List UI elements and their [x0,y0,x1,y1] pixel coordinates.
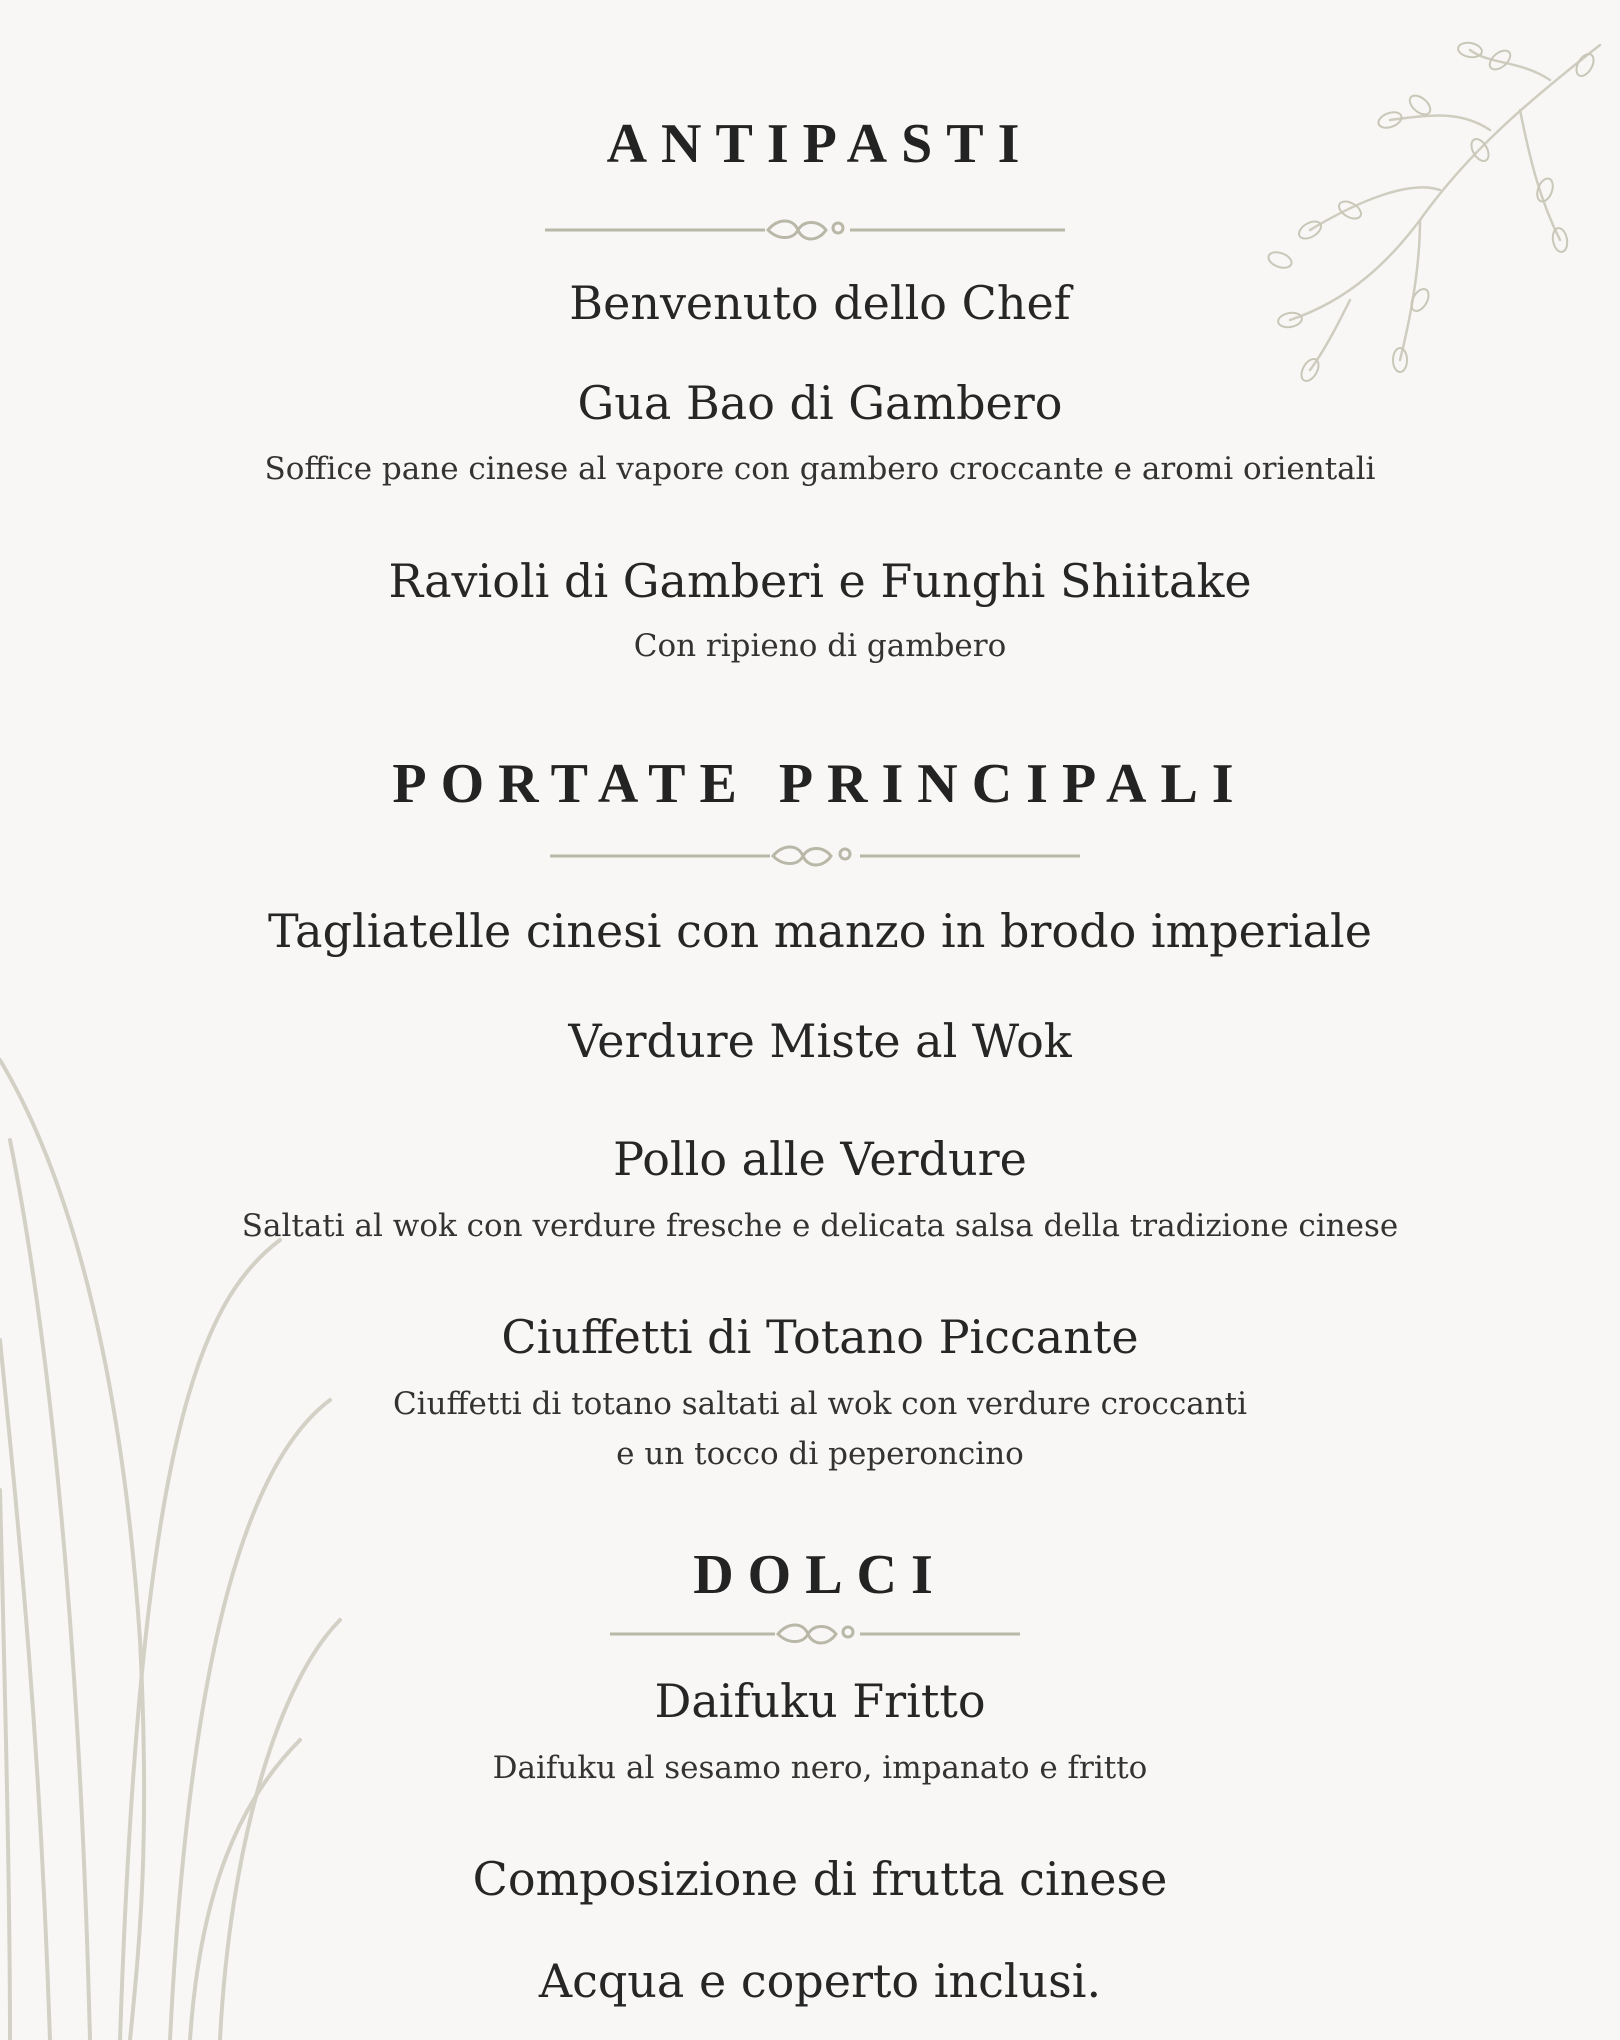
dish-name: Ciuffetti di Totano Piccante [501,1310,1139,1364]
dish-name: Benvenuto dello Chef [569,276,1071,330]
dish-description: Daifuku al sesamo nero, impanato e fritto [492,1750,1148,1786]
dish-name: Daifuku Fritto [654,1674,986,1728]
section-title-portate-principali: PORTATE PRINCIPALI [392,753,1248,815]
section-title-antipasti: ANTIPASTI [606,113,1034,175]
dish-description-line: Ciuffetti di totano saltati al wok con verdure croccanti [392,1386,1248,1422]
dish-name: Ravioli di Gamberi e Funghi Shiitake [388,554,1252,608]
ornament-divider [540,210,1070,250]
dish-description: Con ripieno di gambero [633,628,1007,664]
dish-name: Pollo alle Verdure [613,1132,1027,1186]
section-title-dolci: DOLCI [693,1544,947,1606]
dish-name: Tagliatelle cinesi con manzo in brodo imperiale [268,904,1372,958]
dish-description-line: e un tocco di peperoncino [616,1436,1024,1472]
dish-description: Saltati al wok con verdure fresche e delicata salsa della tradizione cinese [241,1208,1399,1244]
dish-name: Composizione di frutta cinese [472,1852,1168,1906]
dish-name: Verdure Miste al Wok [568,1014,1072,1068]
ornament-divider [605,1614,1025,1654]
dish-name: Gua Bao di Gambero [577,376,1063,430]
dish-description: Soffice pane cinese al vapore con gambero croccante e aromi orientali [264,451,1376,487]
ornament-divider [545,836,1085,876]
footer-note: Acqua e coperto inclusi. [538,1954,1102,2008]
